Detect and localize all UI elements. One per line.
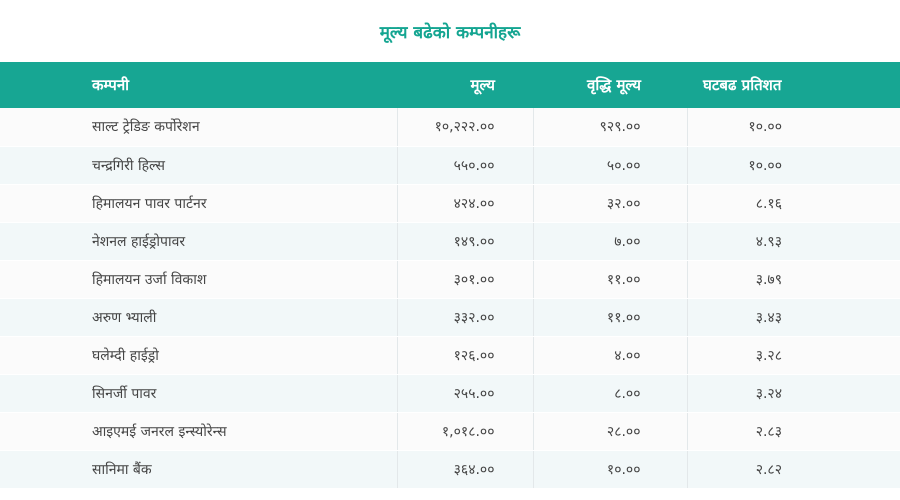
price-cell: १,०१८.००	[397, 412, 533, 450]
diff-cell: २८.००	[533, 412, 687, 450]
diff-cell: ९२९.००	[533, 108, 687, 146]
diff-cell: ७.००	[533, 222, 687, 260]
price-cell: ३०१.००	[397, 260, 533, 298]
percent-cell: ३.४३	[687, 298, 900, 336]
percent-cell: ३.२४	[687, 374, 900, 412]
company-name: सिनर्जी पावर	[0, 374, 397, 412]
percent-cell: ४.९३	[687, 222, 900, 260]
percent-cell: २.८३	[687, 412, 900, 450]
gainers-table	[0, 62, 900, 489]
column-header-percent[interactable]: घटबढ प्रतिशत	[703, 76, 782, 94]
percent-cell: १०.००	[687, 108, 900, 146]
table-row	[0, 374, 900, 412]
table-row	[0, 298, 900, 336]
column-header-company[interactable]: कम्पनी	[92, 76, 130, 94]
table-row	[0, 184, 900, 222]
diff-cell: ११.००	[533, 298, 687, 336]
diff-cell: ११.००	[533, 260, 687, 298]
company-name: हिमालयन उर्जा विकाश	[0, 260, 397, 298]
price-cell: ३६४.००	[397, 450, 533, 488]
company-name: आइएमई जनरल इन्स्योरेन्स	[0, 412, 397, 450]
percent-cell: १०.००	[687, 146, 900, 184]
diff-cell: ४.००	[533, 336, 687, 374]
column-header-price[interactable]: मूल्य	[470, 76, 495, 94]
company-name: सानिमा बैंक	[0, 450, 397, 488]
company-name: घलेम्दी हाईड्रो	[0, 336, 397, 374]
header-row	[0, 62, 900, 108]
diff-cell: ५०.००	[533, 146, 687, 184]
diff-cell: १०.००	[533, 450, 687, 488]
table-row	[0, 336, 900, 374]
diff-cell: ८.००	[533, 374, 687, 412]
percent-cell: ३.७९	[687, 260, 900, 298]
company-name: अरुण भ्याली	[0, 298, 397, 336]
price-cell: ४२४.००	[397, 184, 533, 222]
price-cell: १४९.००	[397, 222, 533, 260]
price-cell: ३३२.००	[397, 298, 533, 336]
table-header	[0, 62, 900, 108]
table-row	[0, 412, 900, 450]
table-row	[0, 260, 900, 298]
company-name: नेशनल हाईड्रोपावर	[0, 222, 397, 260]
column-header-diff[interactable]: वृद्धि मूल्य	[587, 76, 641, 94]
table-row	[0, 146, 900, 184]
table-row	[0, 450, 900, 488]
company-name: साल्ट ट्रेडिङ कर्पोरेशन	[0, 108, 397, 146]
percent-cell: ३.२८	[687, 336, 900, 374]
price-cell: ५५०.००	[397, 146, 533, 184]
price-cell: १०,२२२.००	[397, 108, 533, 146]
price-cell: १२६.००	[397, 336, 533, 374]
table-body	[0, 108, 900, 488]
percent-cell: २.८२	[687, 450, 900, 488]
company-name: हिमालयन पावर पार्टनर	[0, 184, 397, 222]
table-row	[0, 108, 900, 146]
diff-cell: ३२.००	[533, 184, 687, 222]
price-cell: २५५.००	[397, 374, 533, 412]
page-title: मूल्य बढेको कम्पनीहरू	[379, 23, 521, 43]
company-name: चन्द्रगिरी हिल्स	[0, 146, 397, 184]
table-row	[0, 222, 900, 260]
percent-cell: ८.१६	[687, 184, 900, 222]
